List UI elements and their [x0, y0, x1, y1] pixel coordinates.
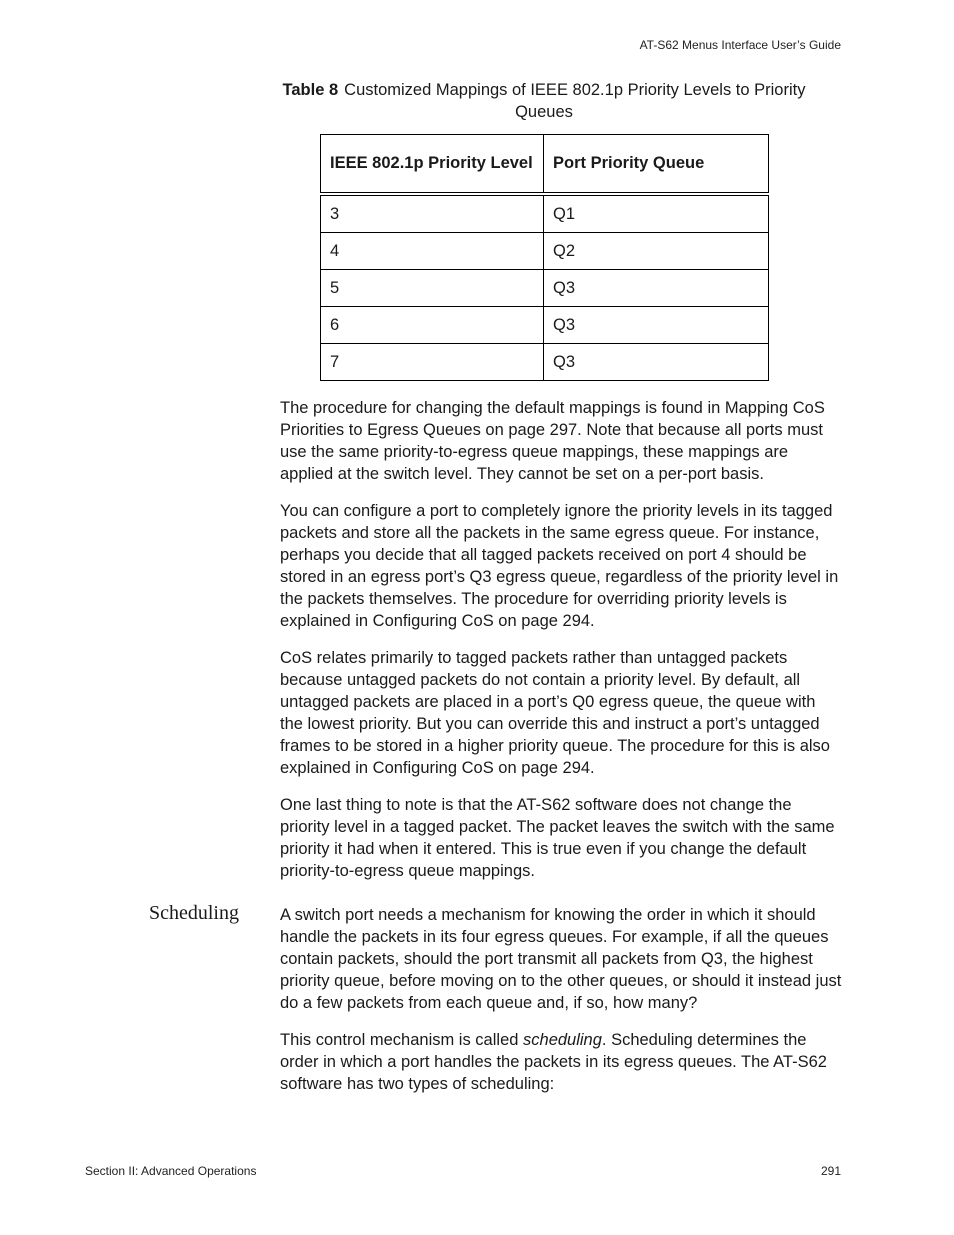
table-cell-queue: Q3 — [544, 270, 769, 307]
scheduling-term: scheduling — [523, 1031, 602, 1049]
footer-section-title: Section II: Advanced Operations — [85, 1164, 257, 1178]
paragraph-ignore-priority: You can configure a port to completely ignore the priority levels in its tagged packets and store all the packets in the same egress queue. For instance, perhaps you decide that all tagged packets received on port 4 should be stored in an egress port’s Q3 egress queue, regardless of the priority level in the packets themselves. The procedure for overriding priority levels is explained in Configuring CoS on page 294. — [280, 502, 839, 630]
table-cell-priority-level: 3 — [321, 194, 544, 233]
body-text-block — [280, 397, 842, 897]
table-cell-queue: Q3 — [544, 307, 769, 344]
table-cell-priority-level: 5 — [321, 270, 544, 307]
paragraph-default-mappings: The procedure for changing the default mappings is found in Mapping CoS Priorities to Egress Queues on page 297. Note that because all ports must use the same priority-to-egress queue mappings, these mappings are applied at the switch level. They cannot be set on a per-port basis. — [280, 399, 825, 483]
paragraph-priority-unchanged: One last thing to note is that the AT-S62 software does not change the priority level in a tagged packet. The packet leaves the switch with the same priority it had when it entered. This is true even if you change the default priority-to-egress queue mappings. — [280, 796, 835, 880]
scheduling-text-block — [280, 904, 842, 1110]
paragraph-untagged-packets: CoS relates primarily to tagged packets rather than untagged packets because untagged packets do not contain a priority level. By default, all untagged packets are placed in a port’s Q0 egress queue, the queue with the lowest priority. But you can override this and instruct a port’s untagged frames to be stored in a higher priority queue. The procedure for this is also explained in Configuring CoS on page 294. — [280, 649, 830, 777]
footer-page-number: 291 — [820, 1164, 841, 1178]
scheduling-text-after: . Scheduling determines the order in which a port handles the packets in its egress queues. The AT-S62 software has two types of scheduling: — [280, 1031, 827, 1093]
table-cell-priority-level: 6 — [321, 307, 544, 344]
table-caption-text: Customized Mappings of IEEE 802.1p Priority Levels to Priority Queues — [344, 81, 806, 121]
table-caption-label: Table 8 — [282, 81, 339, 99]
paragraph-scheduling-definition — [280, 1029, 842, 1095]
paragraph-scheduling-mechanism: A switch port needs a mechanism for knowing the order in which it should handle the packets in its four egress queues. For example, if all the queues contain packets, should the port transmit all packets from Q3, the highest priority queue, before moving on to the other queues, or should it instead just do a few packets from each queue and, if so, how many? — [280, 906, 842, 1012]
table-cell-priority-level: 7 — [321, 344, 544, 381]
table-header-row — [321, 135, 769, 195]
table-row — [321, 270, 769, 307]
table-row — [321, 344, 769, 381]
table-cell-queue: Q2 — [544, 233, 769, 270]
column-header-port-priority-queue: Port Priority Queue — [544, 135, 769, 195]
table-caption — [262, 79, 826, 123]
table-row — [321, 194, 769, 233]
table-row — [321, 307, 769, 344]
scheduling-text-before: This control mechanism is called — [280, 1031, 524, 1049]
table-row — [321, 233, 769, 270]
section-heading-scheduling: Scheduling — [149, 902, 239, 924]
priority-mapping-table — [320, 134, 769, 381]
table-cell-priority-level: 4 — [321, 233, 544, 270]
table-cell-queue: Q3 — [544, 344, 769, 381]
table-cell-queue: Q1 — [544, 194, 769, 233]
column-header-priority-level: IEEE 802.1p Priority Level — [321, 135, 544, 195]
running-header: AT-S62 Menus Interface User’s Guide — [639, 38, 841, 52]
